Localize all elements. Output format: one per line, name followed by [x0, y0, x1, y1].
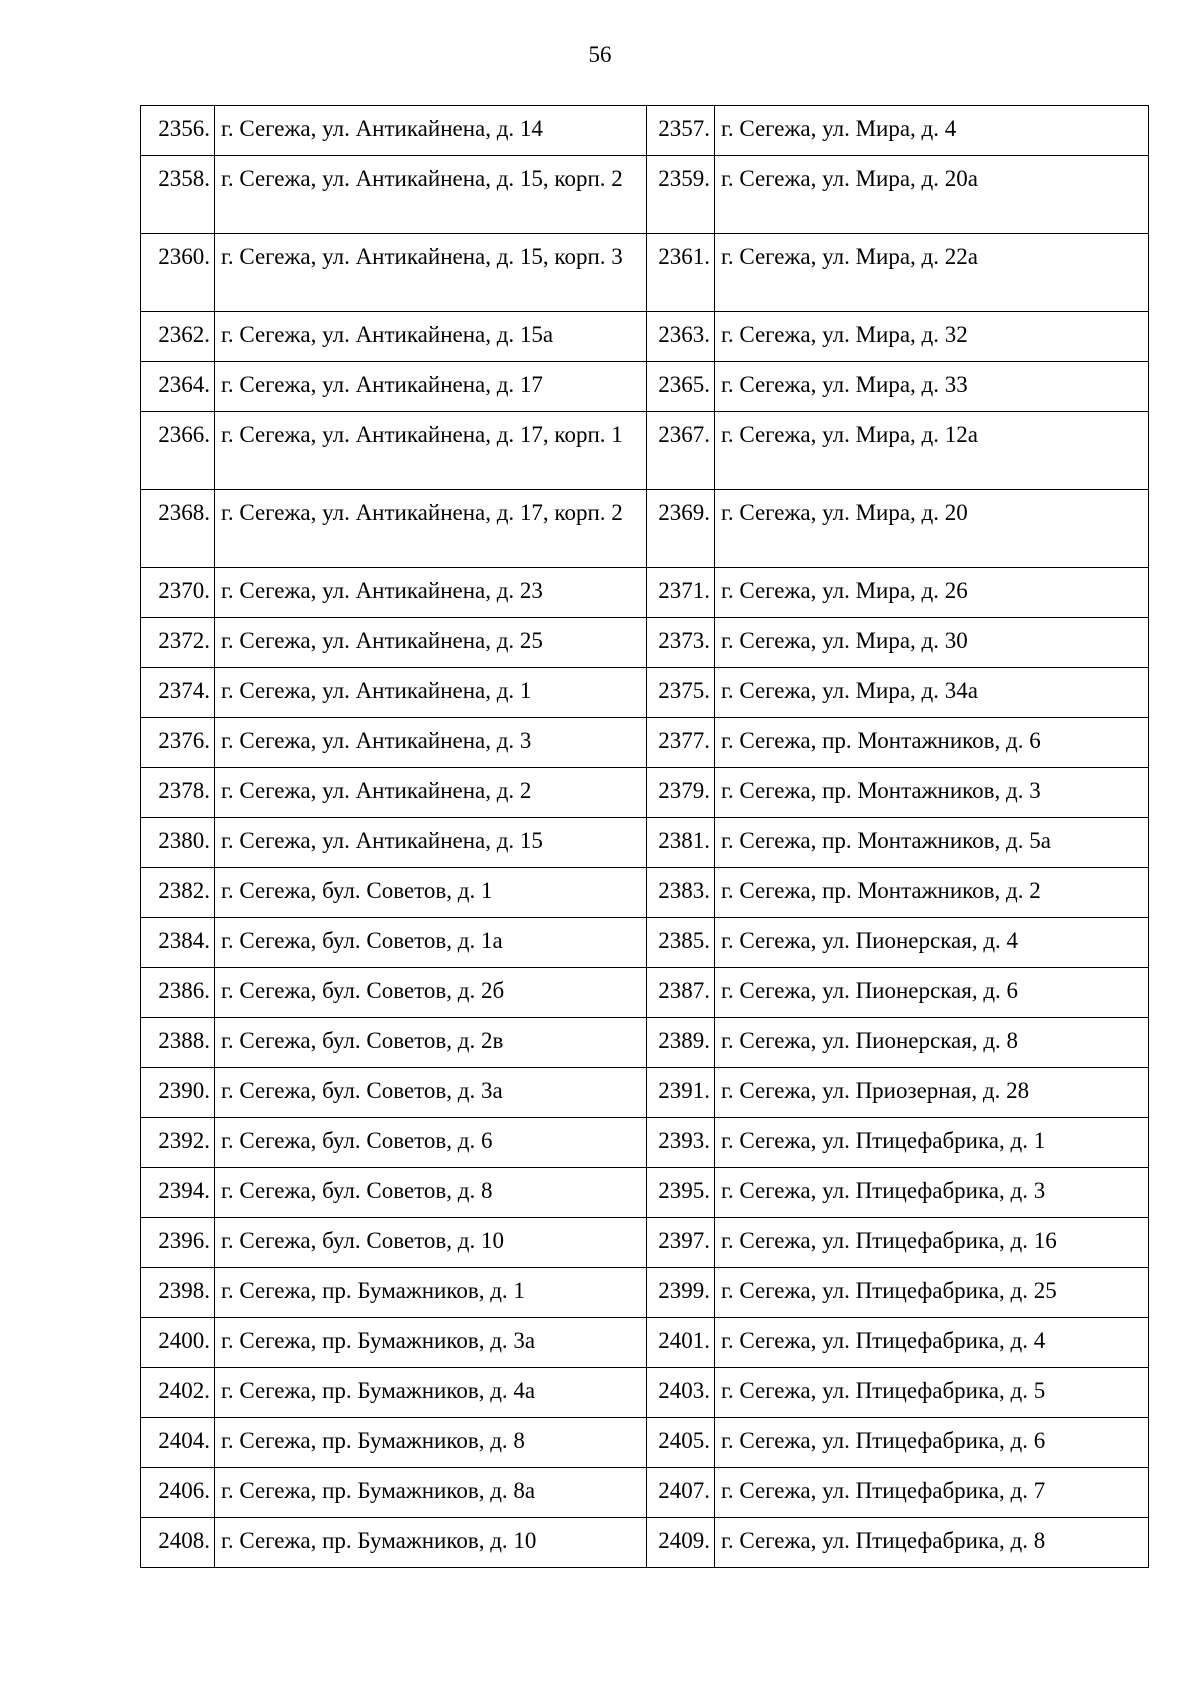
table-row	[141, 1318, 1149, 1368]
entry-number-cell: 2404.	[141, 1418, 215, 1468]
address-cell: г. Сегежа, пр. Бумажников, д. 4а	[215, 1368, 647, 1418]
address-cell: г. Сегежа, пр. Монтажников, д. 2	[715, 868, 1149, 918]
address-cell: г. Сегежа, ул. Антикайнена, д. 15, корп. 3	[215, 234, 647, 312]
entry-number-cell: 2378.	[141, 768, 215, 818]
address-cell: г. Сегежа, пр. Бумажников, д. 8	[215, 1418, 647, 1468]
entry-number-cell: 2393.	[647, 1118, 715, 1168]
entry-number-cell: 2369.	[647, 490, 715, 568]
entry-number-cell: 2408.	[141, 1518, 215, 1568]
entry-number-cell: 2359.	[647, 156, 715, 234]
address-cell: г. Сегежа, бул. Советов, д. 6	[215, 1118, 647, 1168]
entry-number-cell: 2396.	[141, 1218, 215, 1268]
entry-number-cell: 2397.	[647, 1218, 715, 1268]
entry-number-cell: 2406.	[141, 1468, 215, 1518]
entry-number-cell: 2402.	[141, 1368, 215, 1418]
table-row	[141, 568, 1149, 618]
address-cell: г. Сегежа, ул. Птицефабрика, д. 3	[715, 1168, 1149, 1218]
table-row	[141, 1468, 1149, 1518]
entry-number-cell: 2372.	[141, 618, 215, 668]
address-cell: г. Сегежа, пр. Монтажников, д. 3	[715, 768, 1149, 818]
address-cell: г. Сегежа, ул. Птицефабрика, д. 1	[715, 1118, 1149, 1168]
entry-number-cell: 2365.	[647, 362, 715, 412]
address-cell: г. Сегежа, бул. Советов, д. 2в	[215, 1018, 647, 1068]
entry-number-cell: 2366.	[141, 412, 215, 490]
address-cell: г. Сегежа, ул. Мира, д. 30	[715, 618, 1149, 668]
entry-number-cell: 2403.	[647, 1368, 715, 1418]
entry-number-cell: 2400.	[141, 1318, 215, 1368]
address-cell: г. Сегежа, ул. Мира, д. 12а	[715, 412, 1149, 490]
entry-number-cell: 2356.	[141, 106, 215, 156]
table-row	[141, 918, 1149, 968]
table-row	[141, 1018, 1149, 1068]
entry-number-cell: 2387.	[647, 968, 715, 1018]
entry-number-cell: 2388.	[141, 1018, 215, 1068]
entry-number-cell: 2390.	[141, 1068, 215, 1118]
address-cell: г. Сегежа, ул. Антикайнена, д. 1	[215, 668, 647, 718]
address-cell: г. Сегежа, ул. Птицефабрика, д. 7	[715, 1468, 1149, 1518]
entry-number-cell: 2385.	[647, 918, 715, 968]
address-cell: г. Сегежа, ул. Мира, д. 33	[715, 362, 1149, 412]
address-cell: г. Сегежа, ул. Антикайнена, д. 2	[215, 768, 647, 818]
table-row	[141, 768, 1149, 818]
address-cell: г. Сегежа, бул. Советов, д. 3а	[215, 1068, 647, 1118]
entry-number-cell: 2382.	[141, 868, 215, 918]
entry-number-cell: 2399.	[647, 1268, 715, 1318]
table-row	[141, 1068, 1149, 1118]
entry-number-cell: 2376.	[141, 718, 215, 768]
address-cell: г. Сегежа, ул. Приозерная, д. 28	[715, 1068, 1149, 1118]
address-cell: г. Сегежа, ул. Птицефабрика, д. 25	[715, 1268, 1149, 1318]
table-row	[141, 868, 1149, 918]
entry-number-cell: 2405.	[647, 1418, 715, 1468]
address-cell: г. Сегежа, ул. Пионерская, д. 4	[715, 918, 1149, 968]
entry-number-cell: 2386.	[141, 968, 215, 1018]
address-cell: г. Сегежа, пр. Монтажников, д. 6	[715, 718, 1149, 768]
table-row	[141, 1418, 1149, 1468]
entry-number-cell: 2401.	[647, 1318, 715, 1368]
entry-number-cell: 2392.	[141, 1118, 215, 1168]
table-row	[141, 490, 1149, 568]
address-cell: г. Сегежа, бул. Советов, д. 8	[215, 1168, 647, 1218]
address-cell: г. Сегежа, ул. Мира, д. 26	[715, 568, 1149, 618]
address-cell: г. Сегежа, ул. Антикайнена, д. 17	[215, 362, 647, 412]
address-cell: г. Сегежа, ул. Мира, д. 4	[715, 106, 1149, 156]
entry-number-cell: 2368.	[141, 490, 215, 568]
address-cell: г. Сегежа, ул. Антикайнена, д. 15, корп. 2	[215, 156, 647, 234]
table-row	[141, 1268, 1149, 1318]
address-cell: г. Сегежа, ул. Птицефабрика, д. 6	[715, 1418, 1149, 1468]
entry-number-cell: 2364.	[141, 362, 215, 412]
address-cell: г. Сегежа, пр. Бумажников, д. 1	[215, 1268, 647, 1318]
table-row	[141, 1518, 1149, 1568]
address-cell: г. Сегежа, пр. Монтажников, д. 5а	[715, 818, 1149, 868]
entry-number-cell: 2367.	[647, 412, 715, 490]
address-cell: г. Сегежа, пр. Бумажников, д. 8а	[215, 1468, 647, 1518]
table-row	[141, 818, 1149, 868]
table-row	[141, 968, 1149, 1018]
address-cell: г. Сегежа, ул. Птицефабрика, д. 8	[715, 1518, 1149, 1568]
table-row	[141, 234, 1149, 312]
entry-number-cell: 2394.	[141, 1168, 215, 1218]
entry-number-cell: 2398.	[141, 1268, 215, 1318]
entry-number-cell: 2407.	[647, 1468, 715, 1518]
address-cell: г. Сегежа, бул. Советов, д. 10	[215, 1218, 647, 1268]
entry-number-cell: 2389.	[647, 1018, 715, 1068]
entry-number-cell: 2395.	[647, 1168, 715, 1218]
table-row	[141, 156, 1149, 234]
table-row	[141, 362, 1149, 412]
entry-number-cell: 2360.	[141, 234, 215, 312]
entry-number-cell: 2363.	[647, 312, 715, 362]
table-row	[141, 1118, 1149, 1168]
address-cell: г. Сегежа, ул. Антикайнена, д. 15а	[215, 312, 647, 362]
entry-number-cell: 2383.	[647, 868, 715, 918]
address-cell: г. Сегежа, ул. Антикайнена, д. 17, корп. 2	[215, 490, 647, 568]
address-cell: г. Сегежа, ул. Антикайнена, д. 25	[215, 618, 647, 668]
address-cell: г. Сегежа, ул. Мира, д. 34а	[715, 668, 1149, 718]
entry-number-cell: 2375.	[647, 668, 715, 718]
entry-number-cell: 2371.	[647, 568, 715, 618]
entry-number-cell: 2358.	[141, 156, 215, 234]
table-row	[141, 312, 1149, 362]
table-row	[141, 1168, 1149, 1218]
address-cell: г. Сегежа, бул. Советов, д. 1а	[215, 918, 647, 968]
address-cell: г. Сегежа, ул. Мира, д. 20а	[715, 156, 1149, 234]
address-cell: г. Сегежа, ул. Мира, д. 20	[715, 490, 1149, 568]
address-cell: г. Сегежа, ул. Пионерская, д. 6	[715, 968, 1149, 1018]
address-cell: г. Сегежа, бул. Советов, д. 1	[215, 868, 647, 918]
table-row	[141, 618, 1149, 668]
entry-number-cell: 2380.	[141, 818, 215, 868]
address-cell: г. Сегежа, ул. Пионерская, д. 8	[715, 1018, 1149, 1068]
address-cell: г. Сегежа, ул. Птицефабрика, д. 5	[715, 1368, 1149, 1418]
entry-number-cell: 2361.	[647, 234, 715, 312]
address-cell: г. Сегежа, ул. Мира, д. 22а	[715, 234, 1149, 312]
entry-number-cell: 2370.	[141, 568, 215, 618]
address-cell: г. Сегежа, ул. Антикайнена, д. 15	[215, 818, 647, 868]
table-row	[141, 106, 1149, 156]
table-row	[141, 668, 1149, 718]
table-row	[141, 1218, 1149, 1268]
entry-number-cell: 2381.	[647, 818, 715, 868]
address-cell: г. Сегежа, ул. Антикайнена, д. 23	[215, 568, 647, 618]
table-row	[141, 718, 1149, 768]
entry-number-cell: 2391.	[647, 1068, 715, 1118]
address-cell: г. Сегежа, ул. Антикайнена, д. 3	[215, 718, 647, 768]
address-cell: г. Сегежа, ул. Антикайнена, д. 14	[215, 106, 647, 156]
table-row	[141, 1368, 1149, 1418]
address-cell: г. Сегежа, ул. Птицефабрика, д. 4	[715, 1318, 1149, 1368]
address-cell: г. Сегежа, пр. Бумажников, д. 10	[215, 1518, 647, 1568]
address-cell: г. Сегежа, ул. Птицефабрика, д. 16	[715, 1218, 1149, 1268]
entry-number-cell: 2362.	[141, 312, 215, 362]
address-cell: г. Сегежа, пр. Бумажников, д. 3а	[215, 1318, 647, 1368]
address-table-body	[141, 106, 1149, 1568]
entry-number-cell: 2373.	[647, 618, 715, 668]
entry-number-cell: 2374.	[141, 668, 215, 718]
entry-number-cell: 2357.	[647, 106, 715, 156]
address-cell: г. Сегежа, бул. Советов, д. 2б	[215, 968, 647, 1018]
entry-number-cell: 2377.	[647, 718, 715, 768]
page-number: 56	[588, 42, 612, 67]
entry-number-cell: 2409.	[647, 1518, 715, 1568]
table-row	[141, 412, 1149, 490]
address-cell: г. Сегежа, ул. Антикайнена, д. 17, корп. 1	[215, 412, 647, 490]
entry-number-cell: 2384.	[141, 918, 215, 968]
address-cell: г. Сегежа, ул. Мира, д. 32	[715, 312, 1149, 362]
address-table	[140, 105, 1149, 1568]
entry-number-cell: 2379.	[647, 768, 715, 818]
